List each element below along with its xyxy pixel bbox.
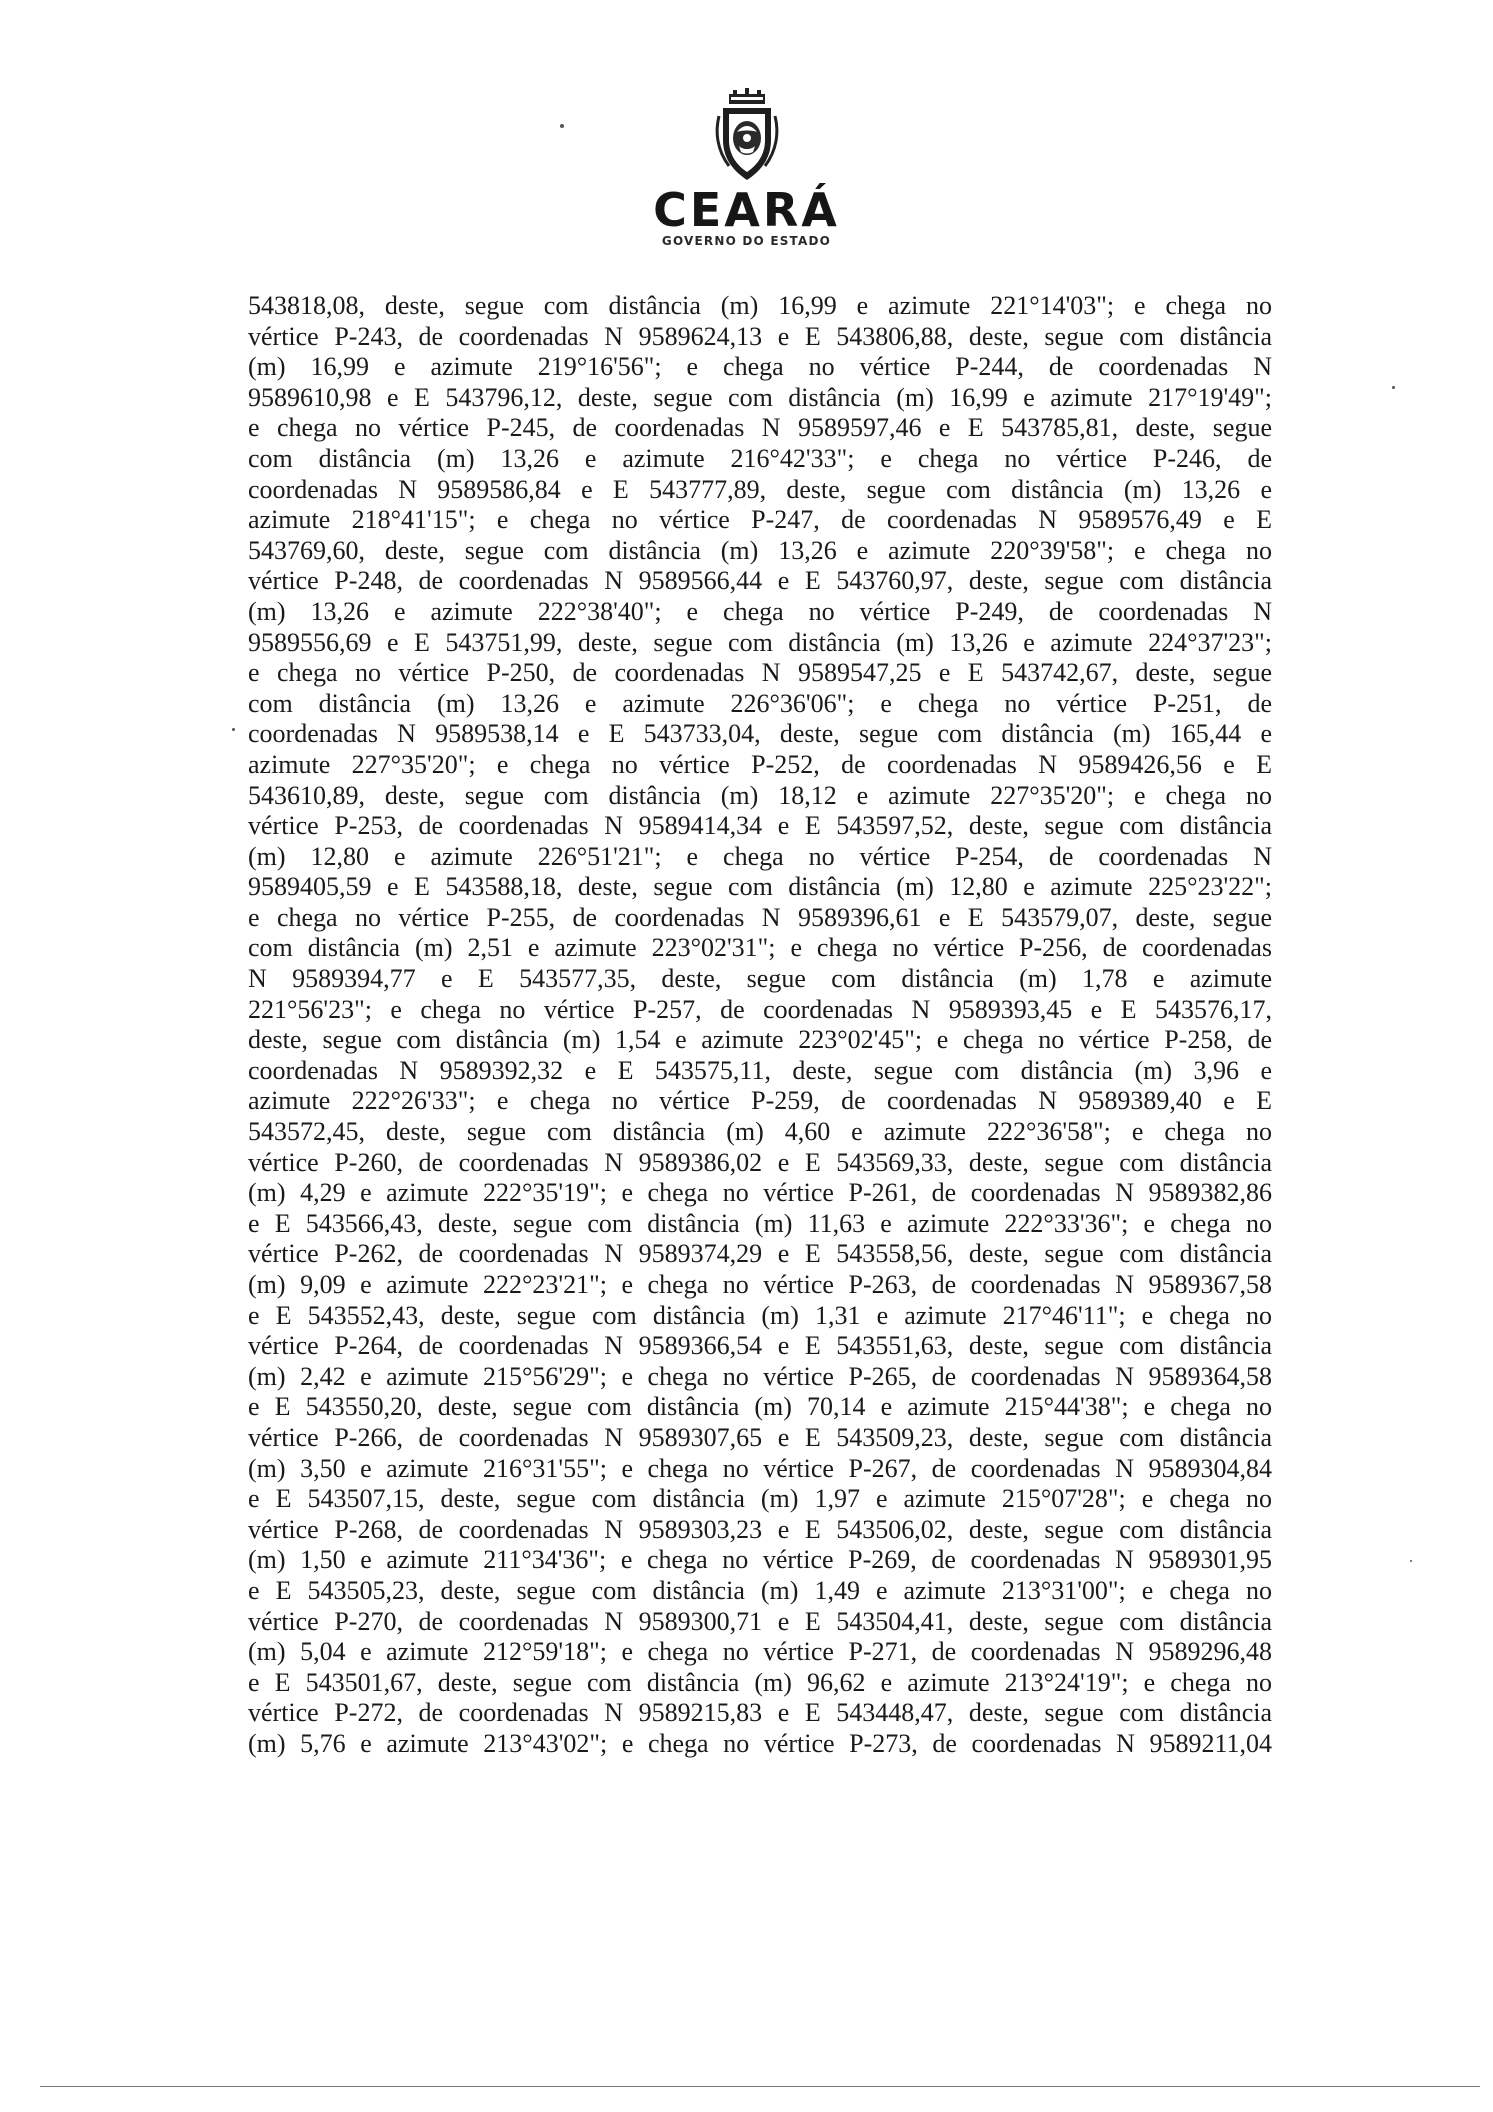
text-line: (m) 16,99 e azimute 219°16'56"; e chega no vértice P-244, de coordenadas N: [248, 352, 1272, 382]
text-line: e E 543501,67, deste, segue com distância (m) 96,62 e azimute 213°24'19"; e chega no: [248, 1667, 1272, 1697]
text-line: (m) 4,29 e azimute 222°35'19"; e chega no vértice P-261, de coordenadas N 9589382,86: [248, 1178, 1272, 1208]
text-line: (m) 13,26 e azimute 222°38'40"; e chega no vértice P-249, de coordenadas N: [248, 596, 1272, 626]
text-line: (m) 12,80 e azimute 226°51'21"; e chega no vértice P-254, de coordenadas N: [248, 841, 1272, 871]
text-line: vértice P-272, de coordenadas N 9589215,83 e E 543448,47, deste, segue com distância: [248, 1698, 1272, 1728]
text-line: (m) 5,76 e azimute 213°43'02"; e chega no vértice P-273, de coordenadas N 9589211,04: [248, 1728, 1272, 1758]
text-line: e E 543550,20, deste, segue com distância (m) 70,14 e azimute 215°44'38"; e chega no: [248, 1392, 1272, 1422]
text-line: e E 543566,43, deste, segue com distância (m) 11,63 e azimute 222°33'36"; e chega no: [248, 1208, 1272, 1238]
text-line: vértice P-270, de coordenadas N 9589300,71 e E 543504,41, deste, segue com distância: [248, 1606, 1272, 1636]
text-line: e E 543552,43, deste, segue com distância (m) 1,31 e azimute 217°46'11"; e chega no: [248, 1300, 1272, 1330]
text-line: N 9589394,77 e E 543577,35, deste, segue com distância (m) 1,78 e azimute: [248, 964, 1272, 994]
text-line: 543572,45, deste, segue com distância (m) 4,60 e azimute 222°36'58"; e chega no: [248, 1117, 1272, 1147]
letterhead: [0, 88, 1493, 248]
text-line: com distância (m) 2,51 e azimute 223°02'31"; e chega no vértice P-256, de coordenadas: [248, 933, 1272, 963]
logo-wordmark: CEARÁ: [653, 183, 840, 237]
text-line: coordenadas N 9589586,84 e E 543777,89, deste, segue com distância (m) 13,26 e: [248, 474, 1272, 504]
text-line: 221°56'23"; e chega no vértice P-257, de coordenadas N 9589393,45 e E 543576,17,: [248, 994, 1272, 1024]
text-line: 543818,08, deste, segue com distância (m) 16,99 e azimute 221°14'03"; e chega no: [248, 291, 1272, 320]
state-crest-icon: [707, 88, 787, 184]
text-line: 9589556,69 e E 543751,99, deste, segue com distância (m) 13,26 e azimute 224°37'23";: [248, 627, 1272, 657]
text-line: com distância (m) 13,26 e azimute 226°36'06"; e chega no vértice P-251, de: [248, 688, 1272, 718]
text-line: coordenadas N 9589392,32 e E 543575,11, deste, segue com distância (m) 3,96 e: [248, 1055, 1272, 1085]
text-line: (m) 5,04 e azimute 212°59'18"; e chega no vértice P-271, de coordenadas N 9589296,48: [248, 1637, 1272, 1667]
scan-speck: [560, 124, 564, 128]
text-line: vértice P-262, de coordenadas N 9589374,29 e E 543558,56, deste, segue com distância: [248, 1239, 1272, 1269]
text-line: coordenadas N 9589538,14 e E 543733,04, deste, segue com distância (m) 165,44 e: [248, 719, 1272, 749]
text-line: (m) 9,09 e azimute 222°23'21"; e chega no vértice P-263, de coordenadas N 9589367,58: [248, 1270, 1272, 1299]
text-line: com distância (m) 13,26 e azimute 216°42'33"; e chega no vértice P-246, de: [248, 443, 1272, 473]
text-line: 543769,60, deste, segue com distância (m) 13,26 e azimute 220°39'58"; e chega no: [248, 535, 1272, 565]
text-line: azimute 222°26'33"; e chega no vértice P-259, de coordenadas N 9589389,40 e E: [248, 1086, 1272, 1116]
text-line: vértice P-253, de coordenadas N 9589414,34 e E 543597,52, deste, segue com distância: [248, 811, 1272, 841]
footer-rule: [40, 2086, 1480, 2087]
text-line: 9589405,59 e E 543588,18, deste, segue com distância (m) 12,80 e azimute 225°23'22";: [248, 872, 1272, 902]
text-line: 543610,89, deste, segue com distância (m) 18,12 e azimute 227°35'20"; e chega no: [248, 780, 1272, 810]
text-line: vértice P-268, de coordenadas N 9589303,23 e E 543506,02, deste, segue com distância: [248, 1514, 1272, 1544]
text-line: (m) 3,50 e azimute 216°31'55"; e chega no vértice P-267, de coordenadas N 9589304,84: [248, 1453, 1272, 1483]
scan-speck: [1410, 1560, 1412, 1562]
text-line: deste, segue com distância (m) 1,54 e azimute 223°02'45"; e chega no vértice P-258, de: [248, 1025, 1272, 1055]
text-line: e E 543507,15, deste, segue com distância (m) 1,97 e azimute 215°07'28"; e chega no: [248, 1484, 1272, 1514]
text-line: vértice P-243, de coordenadas N 9589624,13 e E 543806,88, deste, segue com distância: [248, 321, 1272, 351]
text-line: vértice P-248, de coordenadas N 9589566,44 e E 543760,97, deste, segue com distância: [248, 566, 1272, 596]
scan-speck: [232, 728, 235, 731]
text-line: e chega no vértice P-250, de coordenadas N 9589547,25 e E 543742,67, deste, segue: [248, 658, 1272, 688]
text-line: (m) 2,42 e azimute 215°56'29"; e chega no vértice P-265, de coordenadas N 9589364,58: [248, 1361, 1272, 1391]
text-line: vértice P-260, de coordenadas N 9589386,02 e E 543569,33, deste, segue com distância: [248, 1147, 1272, 1177]
text-line: azimute 227°35'20"; e chega no vértice P-252, de coordenadas N 9589426,56 e E: [248, 749, 1272, 779]
text-line: (m) 1,50 e azimute 211°34'36"; e chega no vértice P-269, de coordenadas N 9589301,95: [248, 1545, 1272, 1575]
text-line: e chega no vértice P-245, de coordenadas N 9589597,46 e E 543785,81, deste, segue: [248, 413, 1272, 443]
text-line: vértice P-264, de coordenadas N 9589366,54 e E 543551,63, deste, segue com distância: [248, 1331, 1272, 1361]
text-line: e chega no vértice P-255, de coordenadas N 9589396,61 e E 543579,07, deste, segue: [248, 902, 1272, 932]
text-line: azimute 218°41'15"; e chega no vértice P-247, de coordenadas N 9589576,49 e E: [248, 505, 1272, 535]
document-body: [248, 291, 1272, 1790]
scan-speck: [1392, 386, 1395, 389]
text-line: 9589610,98 e E 543796,12, deste, segue com distância (m) 16,99 e azimute 217°19'49";: [248, 382, 1272, 412]
text-line: e E 543505,23, deste, segue com distância (m) 1,49 e azimute 213°31'00"; e chega no: [248, 1575, 1272, 1605]
logo-subtitle: GOVERNO DO ESTADO: [661, 234, 832, 248]
text-line: vértice P-266, de coordenadas N 9589307,65 e E 543509,23, deste, segue com distância: [248, 1422, 1272, 1452]
text-line: [248, 1760, 1272, 1791]
